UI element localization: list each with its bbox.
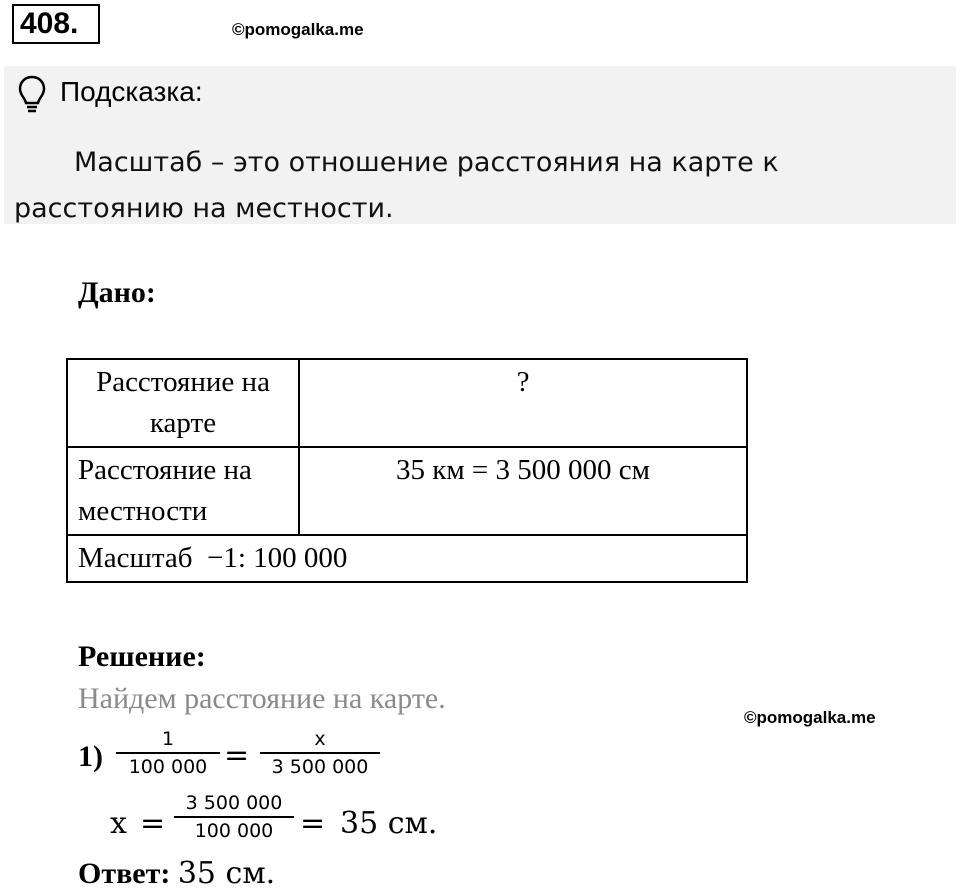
table-row (67, 535, 747, 582)
problem-number: 408. (12, 4, 100, 44)
fraction-1-denominator: 100 000 (128, 756, 208, 778)
hint-title: Подсказка: (60, 76, 203, 107)
answer-label: Ответ: (78, 857, 171, 890)
given-table (66, 358, 748, 583)
hint-text: Масштаб – это отношение расстояния на карте к расстоянию на местности. (14, 147, 779, 224)
fraction-bar (116, 752, 220, 754)
answer-line (78, 856, 275, 891)
row1-label: Расстояние на карте (67, 359, 299, 447)
fraction-bar (174, 816, 294, 818)
fraction-3-denominator: 100 000 (194, 820, 274, 842)
row3-value: −1: 100 000 (207, 542, 348, 574)
row1-value: ? (299, 359, 747, 447)
fraction-3 (174, 792, 294, 842)
x-variable: x (110, 806, 127, 841)
fraction-2-denominator: 3 500 000 (271, 756, 369, 778)
equals-sign-3: = (300, 806, 326, 841)
result-value: 35 см. (340, 806, 438, 841)
given-heading: Дано: (78, 276, 156, 309)
row2-label: Расстояние на местности (67, 447, 299, 535)
equals-sign-2: = (140, 806, 166, 841)
watermark-bottom: ©pomogalka.me (744, 708, 876, 727)
watermark-top: ©pomogalka.me (232, 20, 364, 39)
answer-value: 35 см. (177, 856, 276, 891)
table-row (67, 359, 747, 447)
row2-value: 35 км = 3 500 000 см (299, 447, 747, 535)
scale-cell (67, 535, 747, 582)
fraction-1 (116, 728, 220, 778)
fraction-2-numerator: x (314, 728, 326, 750)
equals-sign-1: = (224, 738, 250, 773)
fraction-3-numerator: 3 500 000 (185, 792, 283, 814)
fraction-2 (260, 728, 380, 778)
row3-label: Масштаб (78, 542, 193, 574)
step-number: 1) (78, 740, 103, 773)
solution-step-text: Найдем расстояние на карте. (78, 682, 446, 715)
fraction-1-numerator: 1 (161, 728, 175, 750)
fraction-bar (260, 752, 380, 754)
solution-heading: Решение: (78, 640, 206, 673)
table-row (67, 447, 747, 535)
lightbulb-icon (16, 74, 48, 114)
